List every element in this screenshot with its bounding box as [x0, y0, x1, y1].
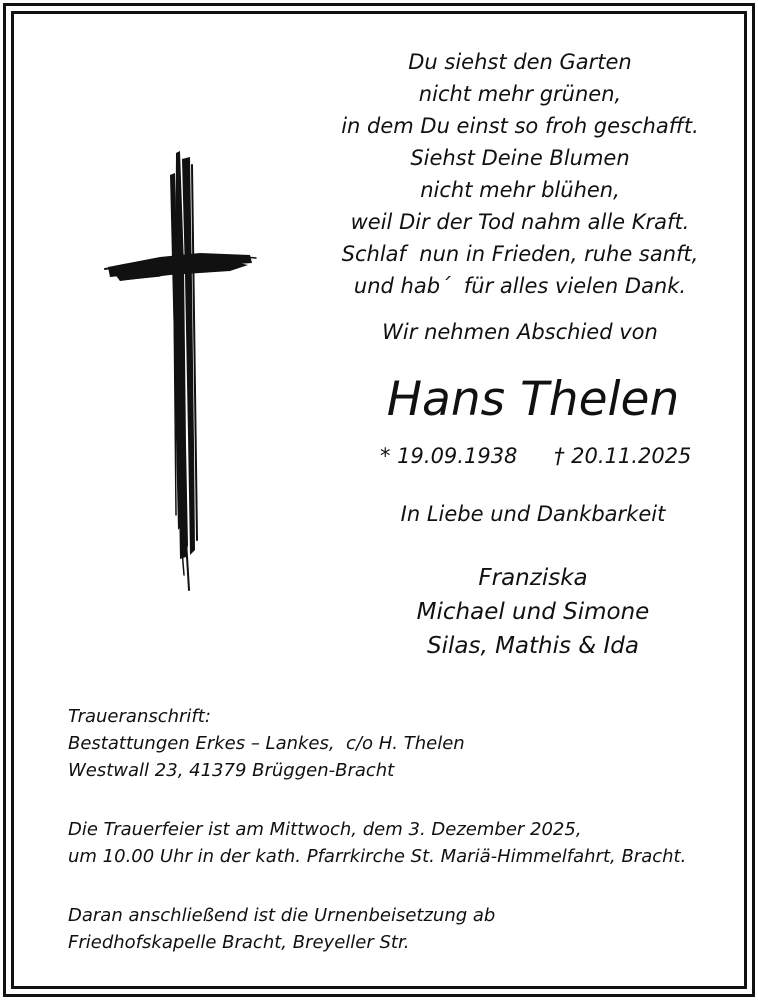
address-line: Westwall 23, 41379 Brüggen-Bracht: [68, 760, 395, 781]
mourner-line: Michael und Simone: [416, 599, 650, 625]
address-line: Traueranschrift:: [68, 706, 211, 727]
poem-line: Schlaf nun in Frieden, ruhe sanft,: [341, 242, 699, 266]
poem-line: in dem Du einst so froh geschafft.: [341, 114, 699, 138]
cross-icon: [100, 145, 260, 600]
poem-line: und hab´ für alles vielen Dank.: [353, 274, 687, 298]
poem-line: Siehst Deine Blumen: [410, 146, 630, 170]
mourner-line: Franziska: [478, 565, 588, 591]
funeral-service-info: [68, 816, 738, 870]
service-line: Die Trauerfeier ist am Mittwoch, dem 3. Dezember 2025,: [68, 819, 582, 840]
gratitude-line: In Liebe und Dankbarkeit: [400, 502, 666, 526]
poem-line: weil Dir der Tod nahm alle Kraft.: [350, 210, 690, 234]
address-line: Bestattungen Erkes – Lankes, c/o H. Thelen: [68, 733, 465, 754]
mourner-line: Silas, Mathis & Ida: [426, 633, 640, 659]
poem: [300, 46, 740, 302]
death-date: † 20.11.2025: [554, 444, 692, 468]
poem-line: nicht mehr blühen,: [420, 178, 620, 202]
burial-line: Daran anschließend ist die Urnenbeisetzung ab: [68, 905, 496, 926]
urn-burial-info: [68, 902, 738, 956]
poem-line: Du siehst den Garten: [408, 50, 632, 74]
mourners-list: [300, 561, 758, 663]
burial-line: Friedhofskapelle Bracht, Breyeller Str.: [68, 932, 410, 953]
mourning-address: [68, 703, 738, 784]
deceased-name: Hans Thelen: [386, 372, 680, 427]
poem-line: nicht mehr grünen,: [418, 82, 622, 106]
farewell-intro: Wir nehmen Abschied von: [382, 320, 658, 344]
birth-date: * 19.09.1938: [380, 444, 518, 468]
service-line: um 10.00 Uhr in der kath. Pfarrkirche St. Mariä-Himmelfahrt, Bracht.: [68, 846, 687, 867]
